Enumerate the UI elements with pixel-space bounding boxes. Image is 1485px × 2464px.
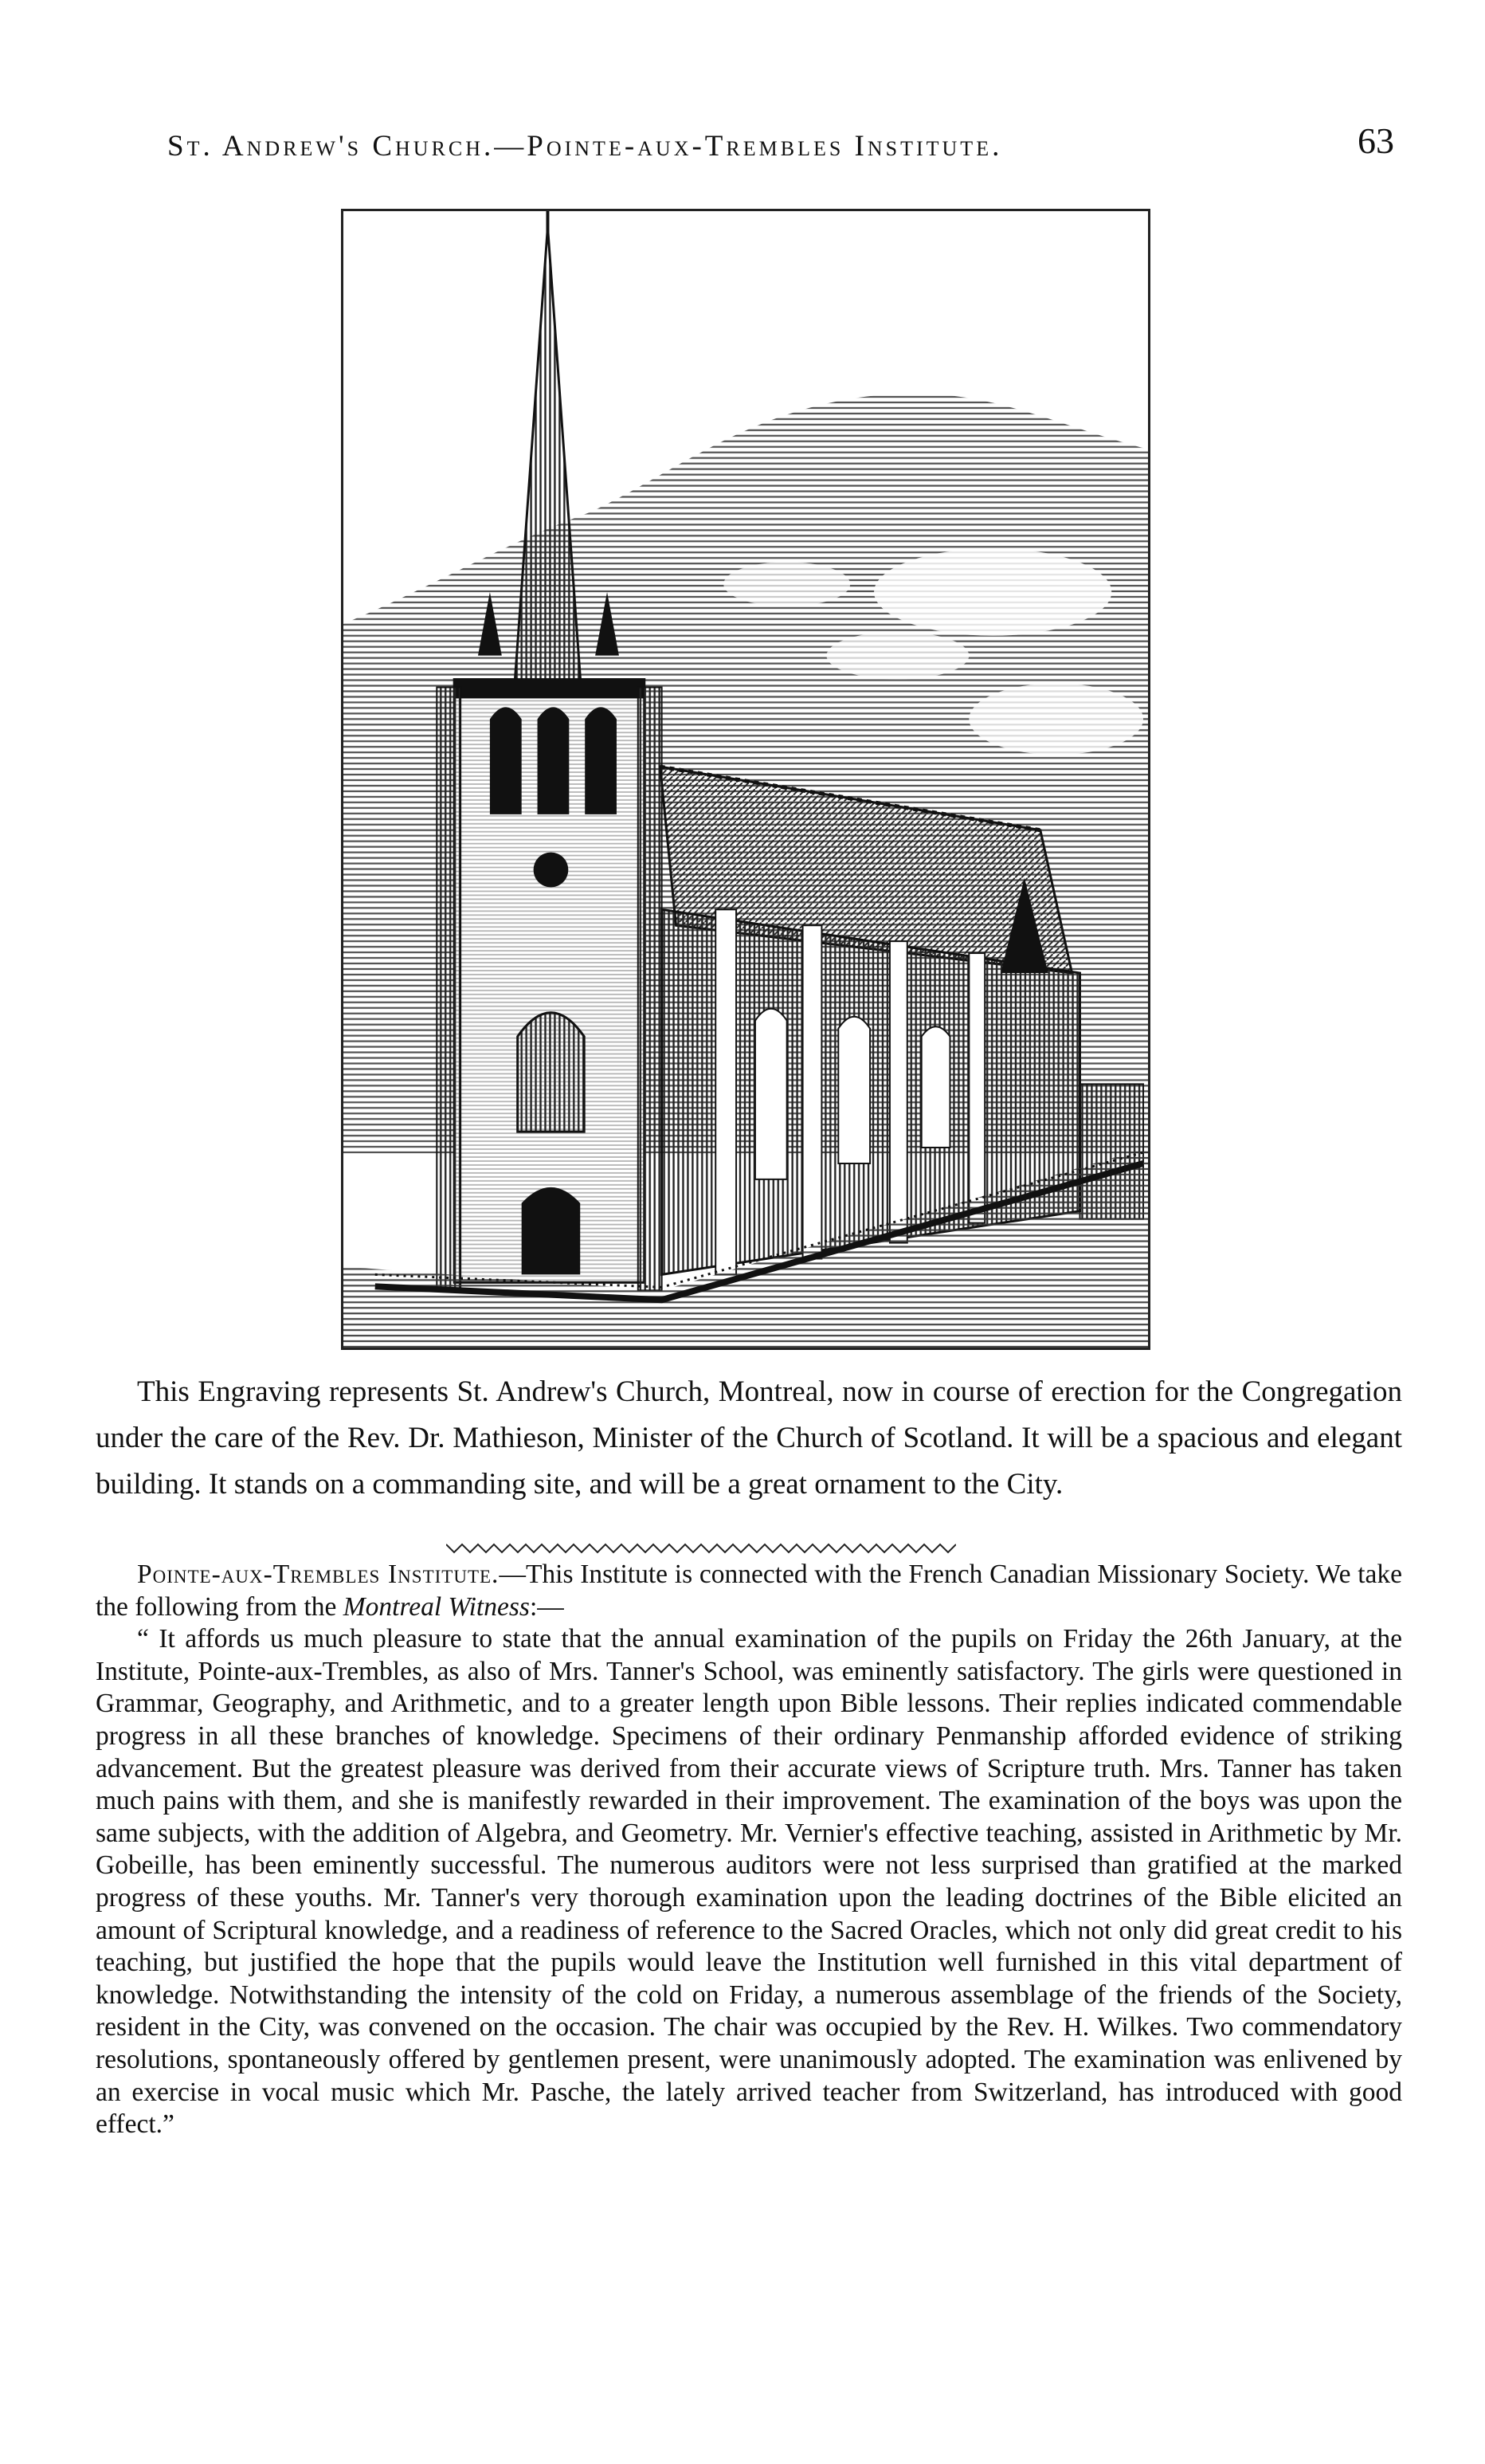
- church-engraving-drawing: [343, 211, 1148, 1348]
- page-number: 63: [1358, 120, 1394, 161]
- caption-text: This Engraving represents St. Andrew's Church, Montreal, now in course of erection for the Congregation under the care of the Rev. Dr. Mathieson, Minister of the Church of Scotland. It will be a spacious and elegant building. It stands on a commanding site, and will be a great ornament to the City.: [96, 1375, 1402, 1501]
- publication-name: Montreal Witness: [343, 1591, 530, 1622]
- running-title: St. Andrew's Church.—Pointe-aux-Trembles Institute.: [167, 130, 1003, 163]
- zigzag-rule: [446, 1540, 956, 1557]
- article-intro-end: :—: [529, 1591, 564, 1622]
- article-intro-text: —This Institute is connected with the French Canadian Missionary Society. We take the following from the: [96, 1560, 1403, 1622]
- running-header: [167, 120, 1394, 175]
- article-heading: Pointe-aux-Trembles Institute.: [137, 1560, 500, 1589]
- institute-article: [96, 1559, 1402, 2141]
- article-quote: “ It affords us much pleasure to state that the annual examination of the pupils on Friday the 26th January, at the Institute, Pointe-aux-Trembles, as also of Mrs. Tanner's School, was eminently satisfactory. The girls were questioned in Grammar, Geography, and Arithmetic, and to a greater length upon Bible lessons. Their replies indicated commendable progress in all these branches of knowledge. Specimens of their ordinary Penmanship afforded evidence of striking advancement. But the greatest pleasure was derived from their accurate views of Scripture truth. Mrs. Tanner has taken much pains with them, and she is manifestly rewarded in their improvement. The examination of the boys was upon the same subjects, with the addition of Algebra, and Geometry. Mr. Vernier's effective teaching, assisted in Arithmetic by Mr. Gobeille, has been eminently successful. The numerous auditors were not less surprised than gratified at the marked progress of these youths. Mr. Tanner's very thorough examination upon the leading doctrines of the Bible elicited an amount of Scriptural knowledge, and a readiness of reference to the Sacred Oracles, which not only did great credit to his teaching, but justified the hope that the pupils would leave the Institution well furnished in this vital department of knowledge. Notwithstanding the intensity of the cold on Friday, a numerous assemblage of the friends of the Society, resident in the City, was convened on the occasion. The chair was occupied by the Rev. H. Wilkes. Two commendatory resolutions, spontaneously offered by gentlemen present, were unanimously adopted. The examination was enlivened by an exercise in vocal music which Mr. Pasche, the lately arrived teacher from Switzerland, has introduced with good effect.”: [96, 1624, 1402, 2140]
- church-engraving: [341, 209, 1150, 1350]
- engraving-caption: [96, 1369, 1402, 1508]
- article-intro: [96, 1559, 1402, 1623]
